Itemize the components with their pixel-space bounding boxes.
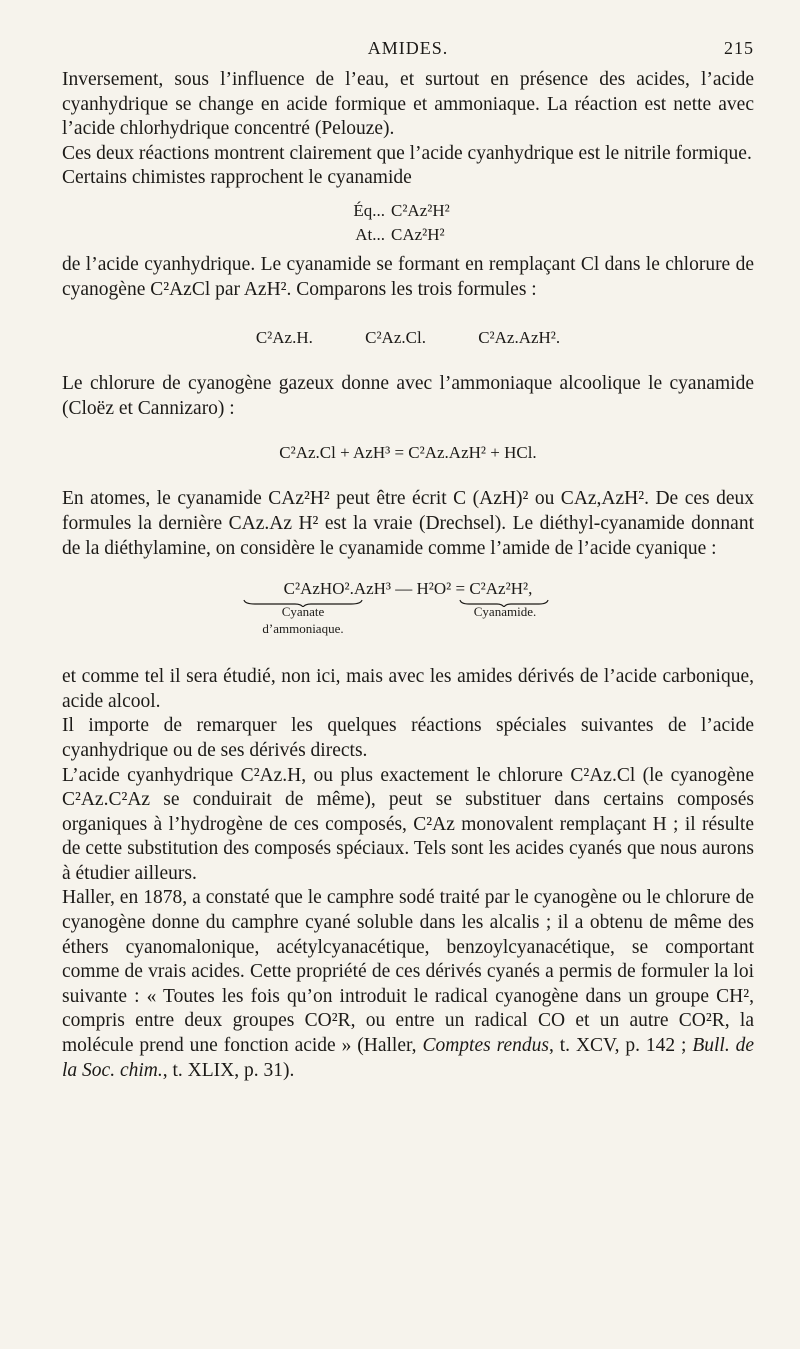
paragraph-1: Inversement, sous l’influence de l’eau, et surtout en présence des acides, l’acide cyanhydrique se change en acide formique et ammoniaque. La réaction est nette avec l’acide chlorhydrique concentré (Pelouze). [62,69,754,140]
page-header [62,38,754,68]
paragraph-2: Ces deux réactions montrent clairement que l’acide cyanhydrique est le nitrile formique. [62,142,752,164]
label-cyanamide: Cyanamide. [473,604,537,620]
at-label: At... [355,224,385,244]
cyanamide-formula-block [62,199,754,247]
journal-bull-soc-chim: Bull. de la Soc. chim. [62,1035,755,1081]
label-cyanate: Cyanate [281,604,325,620]
paragraph-8: Il importe de remarquer les quelques réactions spéciales suivantes de l’acide cyanhydrique ou de ses dérivés directs. [62,715,754,761]
cyanate-equation: C²AzHO².AzH³ — H²O² = C²Az²H², [283,579,533,599]
journal-comptes-rendus: Comptes rendus [422,1035,549,1057]
formula-amide: C²Az.AzH². [478,328,561,348]
paragraph-10-text-a: Haller, en 1878, a constaté que le camphre sodé traité par le cyanogène ou le chlorure de cyanogène donne du camphre cyané soluble dans les alcalis ; il a obtenu de même des éthers cyanomalonique, acétylcyanacétique, benzoylcyanacétique, se comportant comme de vrais acides. Cette propriété de ces dérivés cyanés a permis de formuler la loi suivante : « Toutes les fois qu’on introduit le radical cyanogène dans un groupe CH², compris entre deux groupes CO²R, ou entre un radical CO et un autre CO²R, la molécule prend une fonction acide » (Haller, [62,887,754,1057]
at-value: CAz²H² [391,224,445,244]
paragraph-5: Le chlorure de cyanogène gazeux donne avec l’ammoniaque alcoolique le cyanamide (Cloëz et Cannizaro) : [62,373,754,419]
page-number: 215 [724,38,754,58]
paragraph-6: En atomes, le cyanamide CAz²H² peut être écrit C (AzH)² ou CAz,AzH². De ces deux formules la dernière CAz.Az H² est la vraie (Drechsel). Le diéthyl-cyanamide donnant de la diéthylamine, on considère le cyanamide comme l’amide de l’acide cyanique : [62,488,754,559]
label-cyanate-ammoniaque [243,603,363,637]
paragraph-10-text-b: , t. XCV, p. 142 ; [548,1035,693,1057]
paragraph-9: L’acide cyanhydrique C²Az.H, ou plus exactement le chlorure C²Az.Cl (le cyanogène C²Az.C²Az se conduirait de même), peut se substituer dans certains composés organiques à l’hydrogène de ces composés, C²Az monovalent remplaçant H ; il résulte de cette substitution des composés spéciaux. Tels sont les acides cyanés que nous aurons à étudier ailleurs. [62,764,754,884]
running-title: AMIDES. [367,38,449,58]
paragraph-10-text-c: , t. XLIX, p. 31). [162,1059,295,1081]
paragraph-10 [62,886,754,1083]
paragraph-7: et comme tel il sera étudié, non ici, mais avec les amides dérivés de l’acide carbonique, acide alcool. [62,666,754,712]
eq-value: C²Az²H² [391,200,450,220]
formula-chloride: C²Az.Cl. [365,328,426,348]
formula-hydrogen: C²Az.H. [255,328,313,348]
cyanate-equation-block [62,577,754,635]
three-formulas [62,326,754,350]
label-ammoniaque: d’ammoniaque. [262,621,344,637]
paragraph-4: de l’acide cyanhydrique. Le cyanamide se formant en remplaçant Cl dans le chlorure de cyanogène C²AzCl par AzH². Comparons les trois formules : [62,253,754,300]
paragraph-3: Certains chimistes rapprochent le cyanamide [62,167,412,189]
eq-label: Éq... [353,200,385,220]
document-page [62,38,754,1083]
reaction-equation: C²Az.Cl + AzH³ = C²Az.AzH² + HCl. [279,443,537,463]
